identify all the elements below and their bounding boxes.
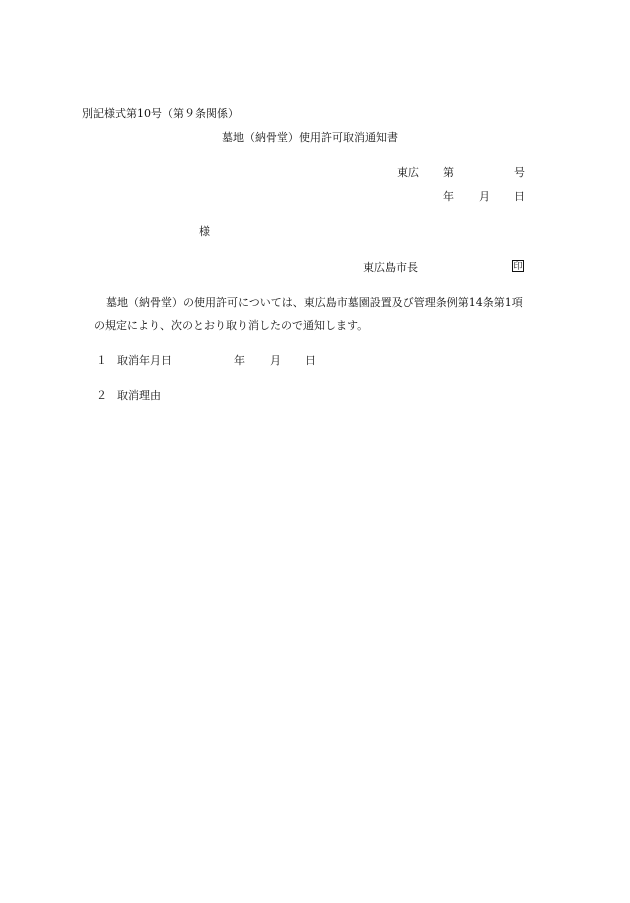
- item-label-cancel-date: 取消年月日: [117, 354, 172, 367]
- date-month-label: 月: [479, 190, 490, 203]
- seal-icon: 印: [513, 262, 523, 272]
- item-number: １: [96, 354, 107, 367]
- document-title: 墓地（納骨堂）使用許可取消通知書: [222, 131, 398, 144]
- date-year-label: 年: [443, 190, 454, 203]
- date-day-label: 日: [514, 190, 525, 203]
- item-date-month-label: 月: [270, 354, 281, 367]
- item-label-cancel-reason: 取消理由: [117, 389, 161, 402]
- sender-name: 東広島市長: [363, 261, 418, 274]
- form-number: 別記様式第10号（第９条関係）: [82, 107, 239, 120]
- reference-go: 号: [514, 166, 525, 179]
- body-text-line2: の規定により、次のとおり取り消したので通知します。: [94, 319, 369, 332]
- reference-prefix: 東広: [397, 166, 419, 179]
- body-text-line1: 墓地（納骨堂）の使用許可については、東広島市墓園設置及び管理条例第14条第1項: [106, 296, 523, 309]
- item-number: ２: [96, 389, 107, 402]
- item-date-year-label: 年: [234, 354, 245, 367]
- reference-dai: 第: [443, 166, 454, 179]
- recipient-honorific: 様: [199, 225, 210, 238]
- item-date-day-label: 日: [305, 354, 316, 367]
